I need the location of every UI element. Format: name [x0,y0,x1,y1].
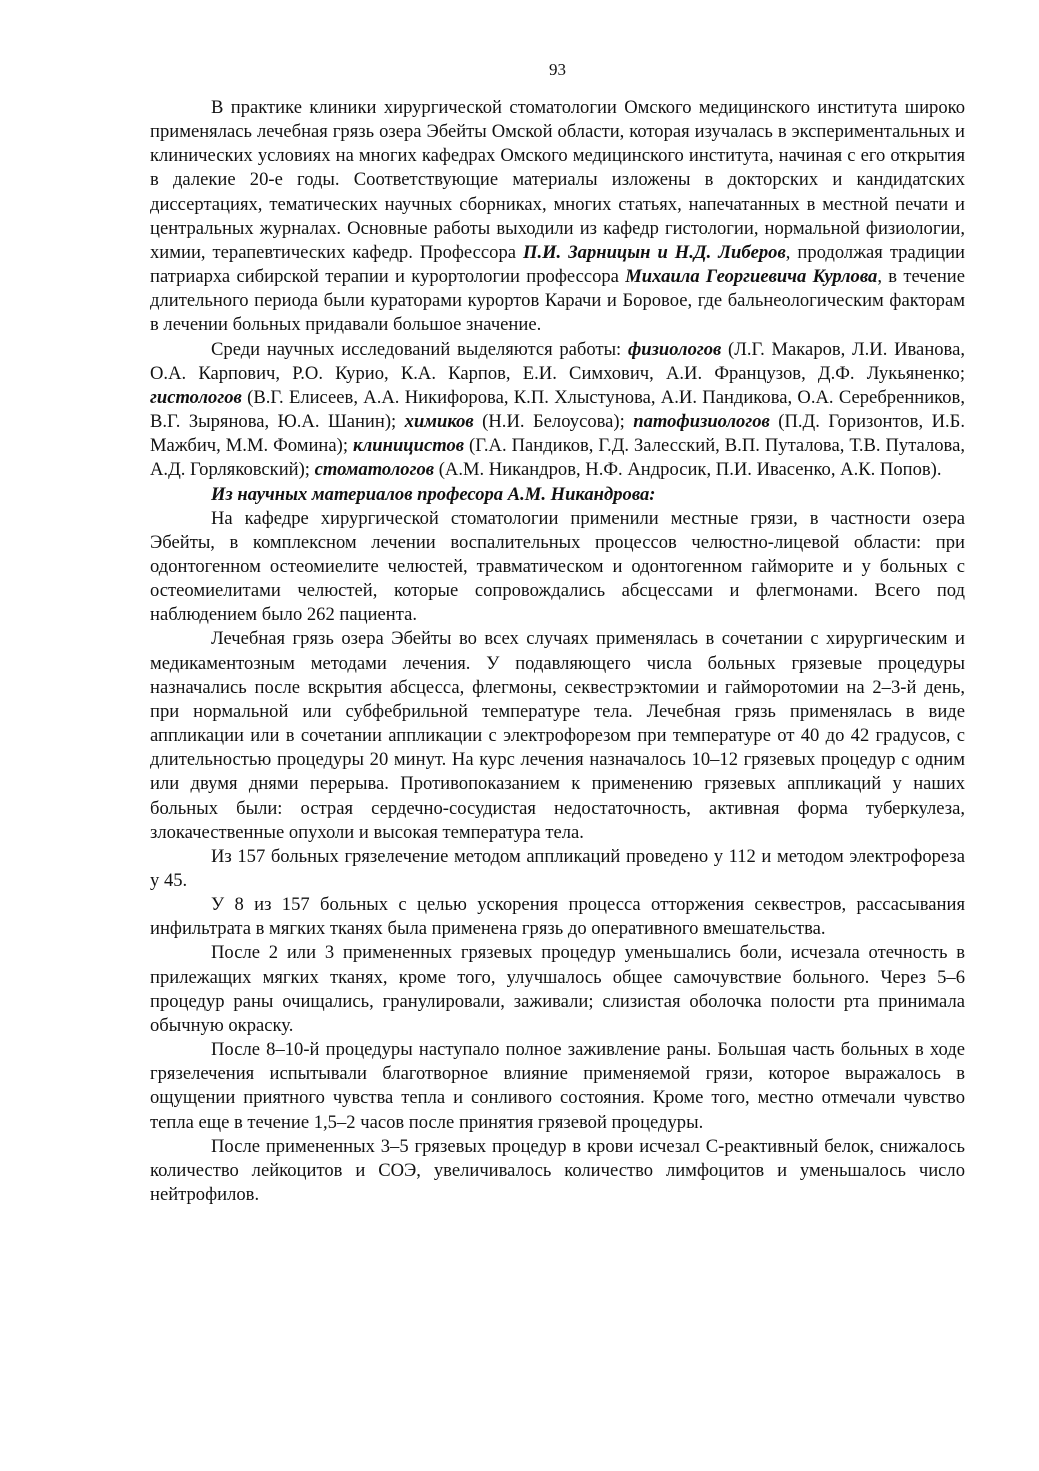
paragraph-healing-results: После 8–10-й процедуры наступало полное заживление раны. Большая часть больных в ходе грязелечения испытывали благотворное влияние применяемой грязи, которое выражалось в ощущении приятного чувства тепла и сонливого состояния. Кроме того, местно отмечали чувство тепла еще в течение 1,5–2 часов после принятия грязевой процедуры. [150,1039,965,1133]
section-heading: Из научных материалов професора А.М. Никандрова: [211,483,656,505]
emphasis-professors: П.И. Зарницын и Н.Д. Либеров [522,241,786,263]
text-run: В практике клиники хирургической стоматологии Омского медицинского института широко применялась лечебная грязь озера Эбейты Омской области, которая изучалась в экспериментальных и клинических условиях на многих кафедрах Омского медицинского института, начиная с его открытия в далекие 20-е годы. Соответствующие материалы изложены в докторских и кандидатских диссертациях, тематических научных сборниках, многих статьях, напечатанных в местной печати и центральных журналах. Основные работы выходили из кафедр гистологии, нормальной физиологии, химии, терапевтических кафедр. Профессора [150,97,965,263]
text-run: (Н.И. Белоусова); [473,411,634,433]
text-run: (Л.Г. Макаров, Л.И. Иванова, О.А. Карпович, Р.О. Курио, К.А. Карпов, Е.И. Симхович, А.И. Французов, Д.Ф. Лукьяненко; [150,338,965,384]
paragraph-early-results: После 2 или 3 примененных грязевых процедур уменьшались боли, исчезала отечность в прилежащих мягких тканях, кроме того, улучшалось общее самочувствие больного. Через 5–6 процедур раны очищались, гранулировали, заживали; слизистая оболочка полости рта принимала обычную окраску. [150,942,965,1036]
text-run: , в течение длительного периода были кураторами курортов Карачи и Боровое, где бальнеологическим факторам в лечении больных придавали большое значение. [150,266,965,336]
text-run: (В.Г. Елисеев, А.А. Никифорова, К.П. Хлыстунова, А.И. Пандикова, О.А. Серебренников, В.Г. Зырянова, Ю.А. Шанин); [150,386,965,433]
paragraph-preoperative-use: У 8 из 157 больных с целью ускорения процесса отторжения секвестров, рассасывания инфильтрата в мягких тканях была применена грязь до оперативного вмешательства. [150,894,965,940]
paragraph-treatment-method: Лечебная грязь озера Эбейты во всех случаях применялась в сочетании с хирургическим и медикаментозным методами лечения. У подавляющего числа больных грязевые процедуры назначались после вскрытия абсцесса, флегмоны, секвестрэктомии и гайморотомии на 2–3-й день, при нормальной или субфебрильной температуре тела. Лечебная грязь применялась в виде аппликации или в сочетании аппликации с электрофорезом при температуре от 40 до 42 градусов, с длительностью процедуры 20 минут. На курс лечения назначалось 10–12 грязевых процедур с одним или двумя днями перерыва. Противопоказанием к применению грязевых аппликаций у наших больных были: острая сердечно-сосудистая недостаточность, активная форма туберкулеза, злокачественные опухоли и высокая температура тела. [150,628,965,843]
emphasis-chemists: химиков [404,411,474,433]
document-page [150,60,965,1450]
text-run: (А.М. Никандров, Н.Ф. Андросик, П.И. Ивасенко, А.К. Попов). [434,459,942,481]
emphasis-pathophysiologists: патофизиологов [633,411,770,433]
emphasis-kurlov: Михаила Георгиевича Курлова [625,266,878,288]
paragraph-research-works [150,338,965,483]
paragraph-application-stats: Из 157 больных грязелечение методом аппликаций проведено у 112 и методом электрофореза у 45. [150,845,965,891]
text-run: (П.Д. Горизонтов, И.Б. Мажбич, М.М. Фомина); [150,411,965,457]
emphasis-clinicians: клиницистов [352,435,465,457]
text-run: Среди научных исследований выделяются работы: [211,338,628,360]
emphasis-physiologists: физиологов [627,338,722,360]
text-run: (Г.А. Пандиков, Г.Д. Залесский, В.П. Путалова, Т.В. Путалова, А.Д. Горляковский); [150,435,965,481]
paragraph-mud-therapy-history [150,96,965,338]
paragraph-department-mud-use: На кафедре хирургической стоматологии применили местные грязи, в частности озера Эбейты, в комплексном лечении воспалительных процессов челюстно-лицевой области: при одонтогенном остеомиелите челюстей, травматическом и одонтогенном гайморите и у больных с остеомиелитами челюстей, которые сопровождались абсцессами и флегмонами. Всего под наблюдением было 262 пациента. [150,507,965,626]
emphasis-dentists: стоматологов [314,459,435,481]
text-run: , продолжая традиции патриарха сибирской терапии и курортологии профессора [150,241,965,288]
emphasis-histologists: гистологов [150,386,242,408]
paragraph-blood-results: После примененных 3–5 грязевых процедур в крови исчезал С-реактивный белок, снижалось количество лейкоцитов и СОЭ, увеличивалось количество лимфоцитов и уменьшалось число нейтрофилов. [150,1135,965,1206]
page-number: 93 [549,60,566,79]
